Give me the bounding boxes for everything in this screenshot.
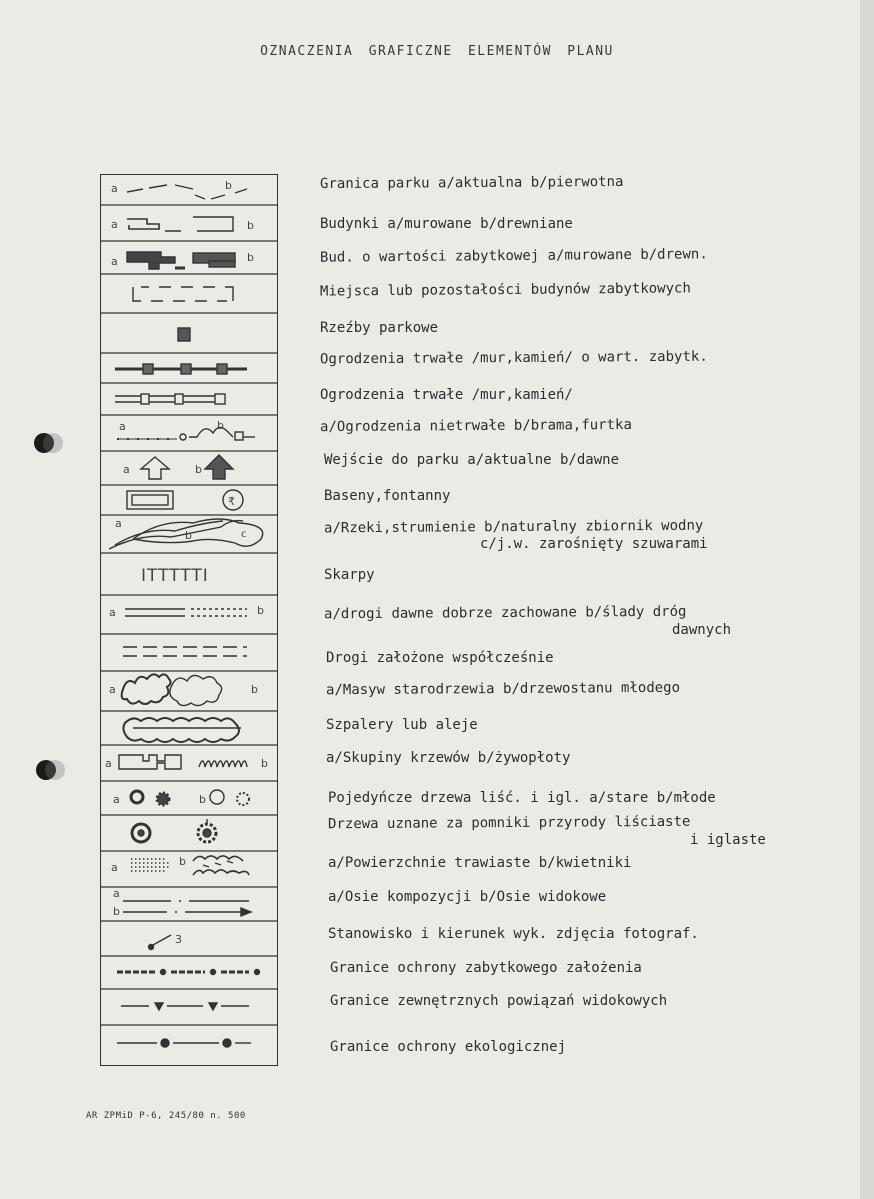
label-lawns-flowerbeds: a/Powierzchnie trawiaste b/kwietniki (328, 855, 632, 871)
symbol-natural-monument-trees (132, 819, 216, 842)
label-old-roads-line2: dawnych (672, 622, 732, 638)
symbol-pools-fountains (127, 490, 243, 510)
svg-text:a: a (111, 218, 118, 231)
label-sculptures: Rzeźby parkowe (320, 320, 439, 336)
label-photo-viewpoint: Stanowisko i kierunek wyk. zdjęcia fotograf. (328, 926, 699, 942)
symbol-tree-rows (123, 718, 241, 742)
svg-text:b: b (257, 604, 264, 617)
svg-text:a: a (119, 420, 126, 433)
svg-text:b: b (251, 683, 258, 696)
label-park-boundary: Granica parku a/aktualna b/pierwotna (319, 173, 624, 193)
svg-text:b: b (199, 793, 206, 806)
symbol-ecological-protection-boundary (117, 1039, 251, 1047)
binder-hole-bottom (36, 760, 56, 780)
svg-text:b: b (217, 419, 224, 432)
symbol-temporary-fence (117, 419, 255, 440)
svg-text:b: b (179, 855, 186, 868)
symbol-historic-fence (115, 364, 247, 374)
svg-text:a: a (113, 887, 120, 900)
svg-text:b: b (247, 251, 254, 264)
svg-text:a: a (113, 793, 120, 806)
svg-text:a: a (109, 606, 116, 619)
symbol-lawns-flowerbeds (111, 855, 249, 875)
label-buildings: Budynki a/murowane b/drewniane (320, 216, 573, 232)
symbol-historic-buildings (111, 251, 254, 269)
symbol-rivers-ponds (109, 517, 263, 549)
label-escarpments: Skarpy (324, 567, 375, 583)
label-historic-fence: Ogrodzenia trwałe /mur,kamień/ o wart. zabytk. (319, 348, 708, 368)
label-remains-of-buildings: Miejsca lub pozostałości budynów zabytkowych (319, 280, 691, 300)
symbol-buildings (111, 217, 254, 232)
svg-text:b: b (261, 757, 268, 770)
svg-text:a: a (111, 182, 118, 195)
label-shrubs-hedges: a/Skupiny krzewów b/żywopłoty (326, 750, 571, 766)
svg-text:a: a (109, 683, 116, 696)
symbol-park-boundary (111, 179, 247, 199)
label-natural-monument-trees: Drzewa uznane za pomniki przyrody liściaste (327, 813, 691, 833)
svg-text:b: b (247, 219, 254, 232)
symbol-remains-of-buildings (133, 287, 233, 301)
symbol-shrubs-hedges (105, 755, 268, 770)
svg-text:3: 3 (175, 933, 182, 946)
label-rivers-ponds: a/Rzeki,strumienie b/naturalny zbiornik wodny (323, 517, 704, 537)
symbol-composition-axes (113, 887, 251, 918)
binder-hole-top (34, 433, 54, 453)
symbol-park-entrance (123, 455, 233, 479)
symbol-permanent-fence (115, 394, 225, 404)
symbol-old-tree-stand (109, 674, 258, 705)
symbol-heritage-protection-boundary (117, 970, 260, 975)
svg-text:ITTTTTI: ITTTTTI (141, 566, 209, 586)
label-temporary-fence: a/Ogrodzenia nietrwałe b/brama,furtka (319, 416, 632, 436)
symbol-photo-viewpoint (149, 933, 183, 950)
symbol-sculptures (178, 328, 190, 341)
archive-reference: AR ZPMiD P-6, 245/80 n. 500 (86, 1111, 246, 1121)
label-tree-rows: Szpalery lub aleje (326, 717, 478, 733)
label-natural-monument-trees-line2: i iglaste (690, 832, 766, 848)
page-title: OZNACZENIA GRAFICZNE ELEMENTÓW PLANU (260, 44, 614, 59)
label-external-view-boundary: Granice zewnętrznych powiązań widokowych (330, 993, 668, 1009)
label-heritage-protection-boundary: Granice ochrony zabytkowego założenia (330, 960, 642, 976)
legend-symbols-table (100, 174, 278, 1066)
svg-text:b: b (185, 529, 192, 542)
symbol-modern-roads (123, 647, 247, 656)
svg-text:a: a (111, 255, 118, 268)
label-permanent-fence: Ogrodzenia trwałe /mur,kamień/ (320, 387, 573, 403)
label-historic-buildings: Bud. o wartości zabytkowej a/murowane b/drewn. (319, 246, 708, 266)
label-composition-axes: a/Osie kompozycji b/Osie widokowe (328, 889, 607, 905)
symbol-external-view-boundary (121, 1003, 249, 1010)
label-pools-fountains: Baseny,fontanny (324, 488, 451, 504)
svg-text:a: a (105, 757, 112, 770)
svg-text:₹: ₹ (228, 495, 235, 508)
svg-text:a: a (111, 861, 118, 874)
symbol-old-roads (109, 604, 264, 619)
label-rivers-ponds-line2: c/j.w. zarośnięty szuwarami (480, 536, 708, 552)
label-modern-roads: Drogi założone współcześnie (326, 650, 554, 666)
svg-text:b: b (225, 179, 232, 192)
svg-text:b: b (113, 905, 120, 918)
svg-text:c: c (241, 529, 247, 540)
label-park-entrance: Wejście do parku a/aktualne b/dawne (324, 452, 620, 468)
label-old-tree-stand: a/Masyw starodrzewia b/drzewostanu młodego (325, 679, 681, 699)
label-old-roads: a/drogi dawne dobrze zachowane b/ślady dróg (323, 603, 687, 623)
svg-text:b: b (195, 463, 202, 476)
label-ecological-protection-boundary: Granice ochrony ekologicznej (330, 1039, 567, 1055)
svg-text:a: a (115, 517, 122, 530)
symbol-single-trees (113, 790, 249, 806)
symbol-escarpments (141, 566, 209, 586)
page-edge (860, 0, 874, 1199)
svg-text:a: a (123, 463, 130, 476)
label-single-trees: Pojedyńcze drzewa liść. i igl. a/stare b/młode (328, 790, 716, 806)
